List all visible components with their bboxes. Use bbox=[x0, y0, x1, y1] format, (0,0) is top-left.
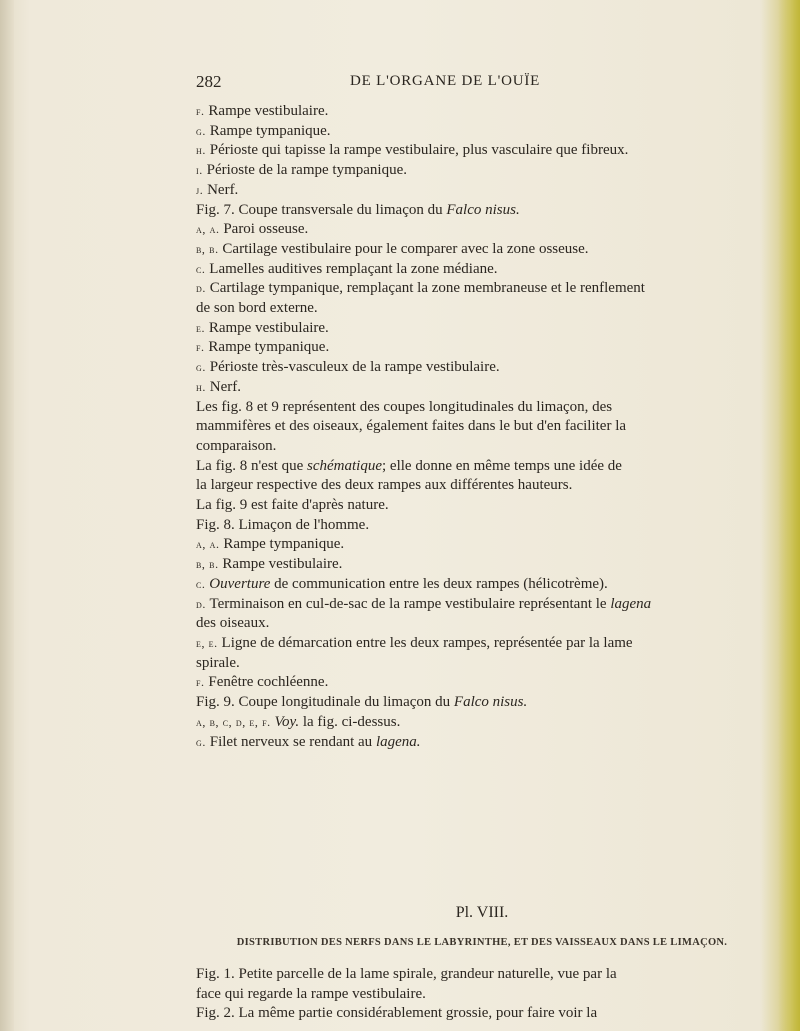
legend-italic-run: Falco nisus. bbox=[446, 201, 520, 218]
legend-line bbox=[196, 299, 768, 319]
legend-line bbox=[196, 614, 768, 634]
legend-italic-run: Voy. bbox=[274, 713, 300, 730]
legend-label: g. bbox=[196, 360, 206, 375]
legend-text-run: Ligne de démarcation entre les deux rampes, représentée par la lame bbox=[221, 634, 633, 651]
legend-label: c. bbox=[196, 576, 206, 591]
legend-italic-run: Ouverture bbox=[209, 575, 271, 592]
plate-legend-line: face qui regarde la rampe vestibulaire. bbox=[196, 985, 426, 1002]
legend-italic-run: lagena. bbox=[375, 733, 421, 750]
legend-label: e, e. bbox=[196, 635, 218, 650]
plate-subtitle: DISTRIBUTION DES NERFS DANS LE LABYRINTHE, ET DES VAISSEAUX DANS LE LIMAÇON. bbox=[236, 937, 728, 948]
legend-text-run: comparaison. bbox=[196, 437, 277, 454]
legend-line bbox=[196, 457, 768, 477]
legend-text-run: Fig. 7. Coupe transversale du limaçon du bbox=[196, 201, 447, 218]
legend-line bbox=[196, 417, 768, 437]
legend-text-run: Rampe vestibulaire. bbox=[208, 319, 329, 336]
legend-line bbox=[196, 654, 768, 674]
legend-text-run: La fig. 8 n'est que bbox=[196, 457, 308, 474]
legend-label: d. bbox=[196, 596, 206, 611]
legend-text bbox=[196, 102, 768, 752]
legend-text-run: Périoste très-vasculeux de la rampe vestibulaire. bbox=[209, 359, 500, 376]
legend-line bbox=[196, 575, 768, 595]
legend-line bbox=[196, 220, 768, 240]
legend-line bbox=[196, 595, 768, 615]
legend-text-run: Rampe tympanique. bbox=[223, 536, 345, 553]
legend-label: c. bbox=[196, 261, 206, 276]
legend-line bbox=[196, 201, 768, 221]
legend-line bbox=[196, 476, 768, 496]
legend-text-run: Rampe vestibulaire. bbox=[208, 103, 329, 119]
legend-line bbox=[196, 240, 768, 260]
legend-label: a, a. bbox=[196, 222, 220, 237]
page-edge-stain bbox=[778, 0, 800, 1031]
legend-label: b, b. bbox=[196, 241, 219, 256]
legend-label: i. bbox=[196, 163, 203, 178]
legend-label: j. bbox=[196, 182, 204, 197]
legend-text-run: La fig. 9 est faite d'après nature. bbox=[196, 497, 389, 514]
legend-text-run: Nerf. bbox=[209, 378, 241, 395]
legend-label: d. bbox=[196, 281, 206, 296]
legend-label: a, b, c, d, e, f. bbox=[196, 714, 271, 729]
legend-line bbox=[196, 358, 768, 378]
legend-line bbox=[196, 378, 768, 398]
legend-text-run: Rampe tympanique. bbox=[209, 122, 331, 139]
legend-text-run: Lamelles auditives remplaçant la zone médiane. bbox=[209, 260, 498, 277]
legend-text-run: Rampe vestibulaire. bbox=[222, 556, 343, 573]
legend-text-run: des oiseaux. bbox=[196, 615, 270, 632]
legend-line bbox=[196, 555, 768, 575]
legend-text-run: Nerf. bbox=[207, 181, 239, 198]
legend-line bbox=[196, 338, 768, 358]
legend-line bbox=[196, 319, 768, 339]
legend-tail-run: ; elle donne en même temps une idée de bbox=[382, 457, 622, 474]
legend-line bbox=[196, 279, 768, 299]
legend-text-run: la largeur respective des deux rampes aux différentes hauteurs. bbox=[196, 477, 573, 494]
legend-text-run: Terminaison en cul-de-sac de la rampe vestibulaire représentant le bbox=[209, 595, 611, 612]
legend-line bbox=[196, 102, 768, 122]
legend-label: b, b. bbox=[196, 557, 219, 572]
legend-label: h. bbox=[196, 143, 206, 158]
legend-label: f. bbox=[196, 675, 205, 690]
legend-line bbox=[196, 260, 768, 280]
legend-text-run: spirale. bbox=[196, 654, 240, 671]
page-binding-shadow bbox=[0, 0, 14, 1031]
legend-text-run: mammifères et des oiseaux, également faites dans le but d'en faciliter la bbox=[196, 418, 627, 435]
legend-line bbox=[196, 161, 768, 181]
legend-line bbox=[196, 516, 768, 536]
legend-text-run: de son bord externe. bbox=[196, 300, 318, 317]
legend-label: g. bbox=[196, 734, 206, 749]
legend-text-run: Périoste de la rampe tympanique. bbox=[206, 162, 407, 179]
legend-line bbox=[196, 634, 768, 654]
legend-italic-run: schématique bbox=[307, 457, 382, 474]
legend-label: h. bbox=[196, 379, 206, 394]
legend-tail-run: de communication entre les deux rampes (hélicotrème). bbox=[270, 575, 608, 592]
legend-label: f. bbox=[196, 104, 205, 118]
legend-label: e. bbox=[196, 320, 206, 335]
legend-text-run: Fig. 9. Coupe longitudinale du limaçon du bbox=[196, 694, 454, 711]
legend-line bbox=[196, 437, 768, 457]
legend-line bbox=[196, 181, 768, 201]
legend-label: f. bbox=[196, 340, 205, 355]
legend-text-run: Périoste qui tapisse la rampe vestibulaire, plus vasculaire que fibreux. bbox=[209, 142, 629, 159]
legend-tail-run: la fig. ci-dessus. bbox=[299, 713, 401, 730]
legend-text-run: Fenêtre cochléenne. bbox=[208, 674, 329, 691]
legend-line bbox=[196, 713, 768, 733]
legend-line bbox=[196, 673, 768, 693]
legend-line bbox=[196, 496, 768, 516]
legend-italic-run: Falco nisus. bbox=[453, 694, 528, 711]
legend-line bbox=[196, 122, 768, 142]
legend-text-run: Cartilage tympanique, remplaçant la zone membraneuse et le renflement bbox=[209, 280, 645, 297]
plate-title: Pl. VIII. bbox=[455, 904, 509, 921]
running-title: DE L'ORGANE DE L'OUÏE bbox=[350, 73, 541, 89]
legend-text-run: Les fig. 8 et 9 représentent des coupes longitudinales du limaçon, des bbox=[196, 398, 613, 415]
legend-text-run: Cartilage vestibulaire pour le comparer avec la zone osseuse. bbox=[222, 240, 589, 257]
legend-line bbox=[196, 535, 768, 555]
legend-text-run: Filet nerveux se rendant au bbox=[209, 733, 376, 750]
page-number: 282 bbox=[196, 72, 222, 91]
legend-label: g. bbox=[196, 123, 206, 138]
legend-line bbox=[196, 141, 768, 161]
legend-line bbox=[196, 733, 768, 753]
legend-text-run: Rampe tympanique. bbox=[208, 339, 330, 356]
legend-italic-run: lagena bbox=[610, 595, 652, 612]
legend-line bbox=[196, 693, 768, 713]
legend-text-run: Fig. 8. Limaçon de l'homme. bbox=[196, 516, 370, 533]
plate-legend-line: Fig. 2. La même partie considérablement grossie, pour faire voir la bbox=[196, 1005, 598, 1022]
plate-legend-text bbox=[196, 965, 768, 1024]
legend-line bbox=[196, 398, 768, 418]
legend-label: a, a. bbox=[196, 537, 220, 552]
plate-legend-line: Fig. 1. Petite parcelle de la lame spirale, grandeur naturelle, vue par la bbox=[196, 966, 617, 982]
legend-text-run: Paroi osseuse. bbox=[223, 221, 309, 238]
